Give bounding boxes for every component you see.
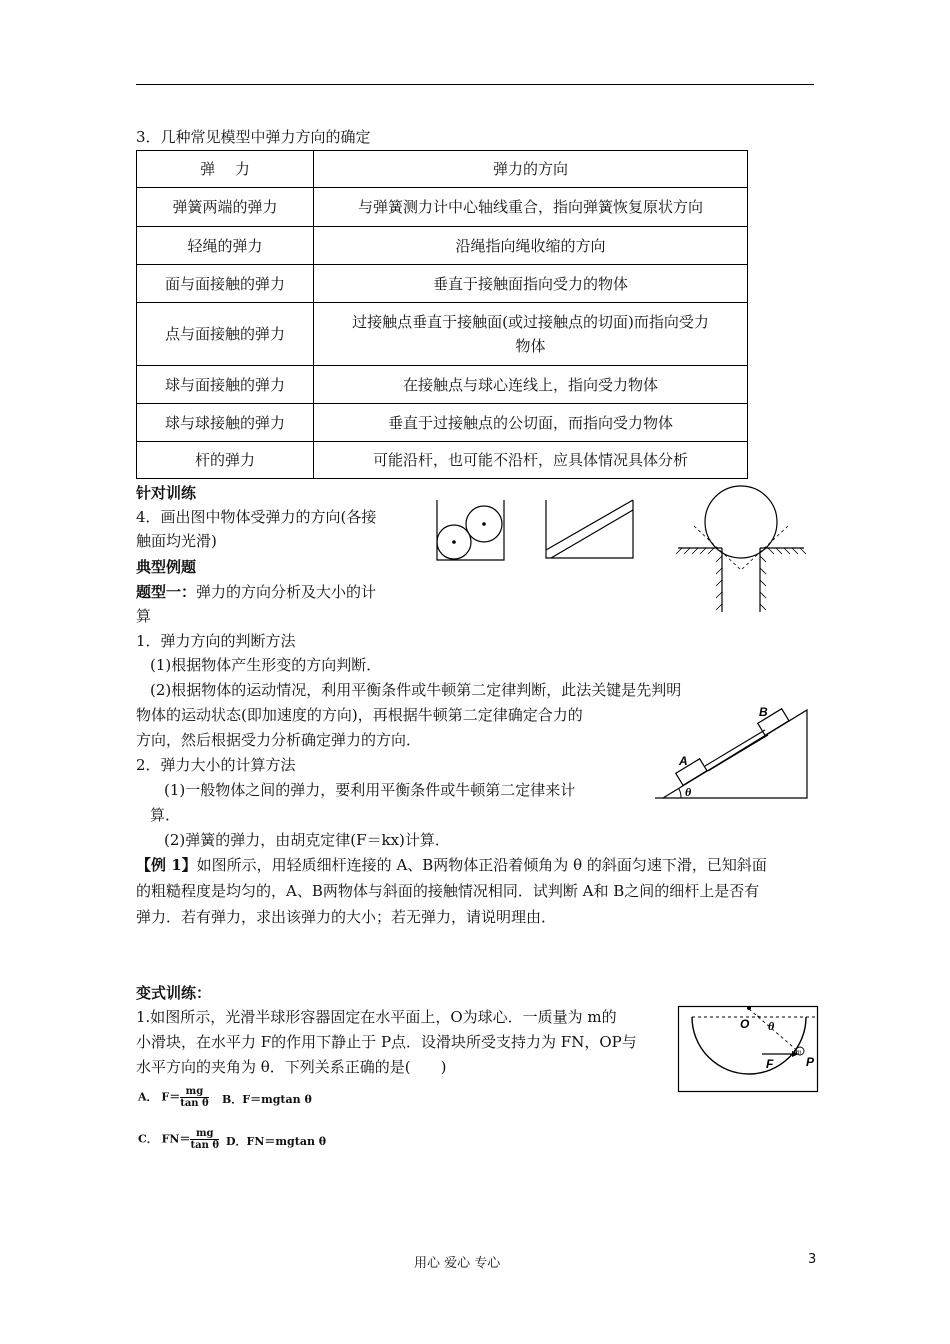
option-a-label: A． bbox=[138, 1090, 158, 1104]
header-rule bbox=[136, 84, 814, 85]
option-c-label: C． bbox=[138, 1132, 158, 1146]
option-a bbox=[138, 1086, 209, 1109]
bowl-theta: θ bbox=[768, 1019, 775, 1033]
variant-line3: 水平方向的夹角为 θ．下列关系正确的是( ) bbox=[136, 1058, 447, 1076]
type1-cont: 算 bbox=[136, 607, 152, 625]
table-cell: 在接触点与球心连线上，指向受力物体 bbox=[314, 366, 748, 404]
table-cell: 与弹簧测力计中心轴线重合，指向弹簧恢复原状方向 bbox=[314, 188, 748, 227]
option-a-den: tan θ bbox=[180, 1098, 209, 1109]
option-c-num: mg bbox=[190, 1128, 219, 1140]
type1-label: 题型一： bbox=[136, 583, 197, 601]
option-a-fraction bbox=[180, 1086, 209, 1109]
bowl-label-o: O bbox=[740, 1017, 750, 1031]
table-cell: 可能沿杆，也可能不沿杆，应具体情况具体分析 bbox=[314, 442, 748, 479]
example1-text: 如图所示，用轻质细杆连接的 A、B两物体正沿着倾角为 θ 的斜面匀速下滑，已知斜面 bbox=[196, 856, 767, 874]
table-cell: 杆的弹力 bbox=[137, 442, 314, 479]
table-cell: 点与面接触的弹力 bbox=[137, 303, 314, 366]
option-c-den: tan θ bbox=[190, 1140, 220, 1151]
table-cell: 球与面接触的弹力 bbox=[137, 366, 314, 404]
table-cell: 沿绳指向绳收缩的方向 bbox=[314, 227, 748, 265]
incline-label-a: A bbox=[679, 754, 688, 768]
method1-title: 1．弹力方向的判断方法 bbox=[136, 632, 296, 650]
table-header-row bbox=[137, 151, 748, 188]
method1-item2-line3: 方向，然后根据受力分析确定弹力的方向． bbox=[136, 731, 422, 749]
type1-text: 弹力的方向分析及大小的计 bbox=[196, 583, 377, 601]
typical-heading: 典型例题 bbox=[136, 558, 197, 576]
method1-item1: (1)根据物体产生形变的方向判断． bbox=[150, 656, 382, 674]
page-number: 3 bbox=[808, 1252, 817, 1267]
table-header-cell: 弹 力 bbox=[137, 151, 314, 188]
question-4-line1: 4．画出图中物体受弹力的方向(各接 bbox=[136, 508, 377, 526]
table-cell: 垂直于过接触点的公切面，而指向受力物体 bbox=[314, 404, 748, 442]
figure-ball-on-gap bbox=[676, 486, 806, 614]
incline-theta: θ bbox=[685, 785, 692, 799]
bowl-label-p: P bbox=[806, 1055, 815, 1069]
option-a-lhs: F＝ bbox=[161, 1090, 181, 1104]
option-d: D．FN＝mgtan θ bbox=[226, 1135, 327, 1148]
figure-hemisphere-bowl bbox=[678, 1006, 818, 1092]
table-cell: 面与面接触的弹力 bbox=[137, 265, 314, 303]
method2-item1-line1: (1)一般物体之间的弹力，要利用平衡条件或牛顿第二定律来计 bbox=[164, 781, 576, 799]
method1-item2-line2: 物体的运动状态(即加速度的方向)，再根据牛顿第二定律确定合力的 bbox=[136, 706, 583, 724]
option-b: B．F＝mgtan θ bbox=[222, 1093, 312, 1106]
table-row bbox=[137, 265, 748, 303]
table-cell: 轻绳的弹力 bbox=[137, 227, 314, 265]
table-cell bbox=[314, 303, 748, 366]
table-cell: 球与球接触的弹力 bbox=[137, 404, 314, 442]
bowl-label-f: F bbox=[766, 1057, 774, 1071]
variant-heading: 变式训练： bbox=[136, 984, 212, 1002]
example1-line1 bbox=[136, 854, 767, 876]
section-title: 3．几种常见模型中弹力方向的确定 bbox=[136, 128, 371, 146]
example1-line3: 弹力．若有弹力，求出该弹力的大小；若无弹力，请说明理由． bbox=[136, 908, 557, 926]
method2-item2: (2)弹簧的弹力，由胡克定律(F＝kx)计算． bbox=[164, 831, 450, 849]
table-cell-line: 物体 bbox=[515, 337, 546, 355]
type1-line bbox=[136, 581, 376, 603]
option-a-num: mg bbox=[180, 1086, 209, 1098]
elastic-force-table bbox=[136, 150, 748, 479]
table-row bbox=[137, 227, 748, 265]
table-row bbox=[137, 366, 748, 404]
variant-line2: 小滑块，在水平力 F的作用下静止于 P点．设滑块所受支持力为 FN，OP与 bbox=[136, 1033, 637, 1051]
example1-label: 【例 1】 bbox=[136, 856, 197, 874]
table-row bbox=[137, 188, 748, 227]
table-cell-line: 过接触点垂直于接触面(或过接触点的切面)而指向受力 bbox=[352, 313, 709, 331]
option-c-lhs: FN＝ bbox=[161, 1132, 191, 1146]
figure-balls-in-box bbox=[436, 500, 506, 562]
method2-title: 2．弹力大小的计算方法 bbox=[136, 756, 296, 774]
table-header-cell: 弹力的方向 bbox=[314, 151, 748, 188]
bowl-label-m: m bbox=[796, 1048, 802, 1056]
table-cell: 垂直于接触面指向受力的物体 bbox=[314, 265, 748, 303]
method1-item2-line1: (2)根据物体的运动情况，利用平衡条件或牛顿第二定律判断，此法关键是先判明 bbox=[150, 681, 682, 699]
table-row bbox=[137, 303, 748, 366]
figure-board-in-box bbox=[545, 498, 635, 560]
variant-line1: 1.如图所示，光滑半球形容器固定在水平面上，O为球心．一质量为 m的 bbox=[136, 1008, 617, 1026]
figure-incline-ab bbox=[655, 700, 810, 802]
option-c-fraction bbox=[190, 1128, 219, 1151]
table-cell: 弹簧两端的弹力 bbox=[137, 188, 314, 227]
training-heading: 针对训练 bbox=[136, 484, 197, 502]
table-row bbox=[137, 404, 748, 442]
question-4-line2: 触面均光滑) bbox=[136, 532, 217, 550]
footer-slogan: 用心 爱心 专心 bbox=[414, 1256, 501, 1271]
example1-line2: 的粗糙程度是均匀的，A、B两物体与斜面的接触情况相同．试判断 A和 B之间的细杆上是否有 bbox=[136, 882, 760, 900]
option-c bbox=[138, 1128, 219, 1151]
table-row bbox=[137, 442, 748, 479]
method2-item1-line2: 算． bbox=[150, 806, 181, 824]
incline-label-b: B bbox=[759, 705, 768, 719]
